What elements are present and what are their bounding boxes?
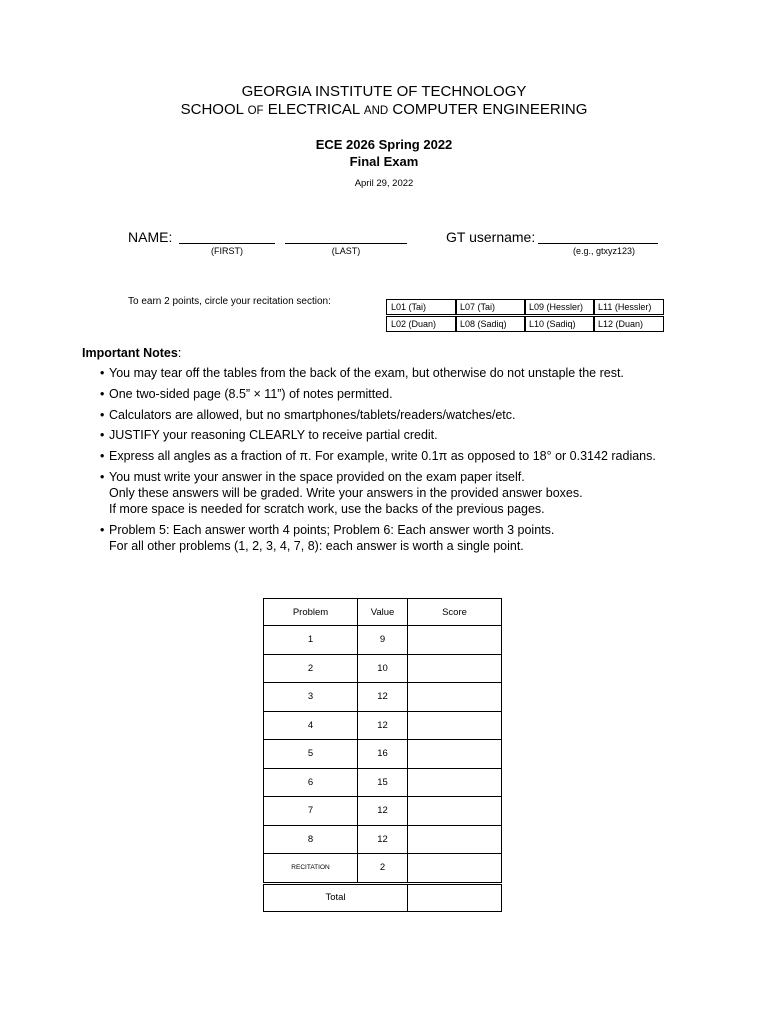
table-row <box>264 825 502 854</box>
list-item: • You must write your answer in the space provided on the exam paper itself. Only these answers will be graded. Write your answers in the provided answer boxes. If more space is needed for scratch work, use the backs of the previous pages. <box>100 469 583 516</box>
recitation-option[interactable]: L11 (Hessler) <box>593 299 664 315</box>
problem-cell: 3 <box>264 683 358 712</box>
problem-cell: 6 <box>264 768 358 797</box>
header-value: Value <box>358 599 408 626</box>
value-cell: 2 <box>358 854 408 884</box>
notes-title: Important Notes: <box>82 346 182 360</box>
institute-title: GEORGIA INSTITUTE OF TECHNOLOGY <box>241 83 527 100</box>
first-name-line[interactable] <box>179 243 275 244</box>
value-cell: 10 <box>358 654 408 683</box>
total-label: Total <box>264 883 408 911</box>
header-score: Score <box>408 599 502 626</box>
last-name-line[interactable] <box>285 243 407 244</box>
header-problem: Problem <box>264 599 358 626</box>
table-row <box>264 854 502 884</box>
recitation-option[interactable]: L09 (Hessler) <box>524 299 595 315</box>
problem-cell: 5 <box>264 740 358 769</box>
total-score-cell[interactable] <box>408 883 502 911</box>
username-label: GT username: <box>446 229 536 245</box>
table-row <box>264 654 502 683</box>
first-name-hint: (FIRST) <box>211 246 243 256</box>
score-cell[interactable] <box>408 768 502 797</box>
table-row <box>264 683 502 712</box>
list-item: • JUSTIFY your reasoning CLEARLY to receive partial credit. <box>100 428 438 443</box>
table-row <box>264 740 502 769</box>
score-cell[interactable] <box>408 797 502 826</box>
score-cell[interactable] <box>408 825 502 854</box>
total-row <box>264 883 502 911</box>
value-cell: 15 <box>358 768 408 797</box>
recitation-option[interactable]: L07 (Tai) <box>455 299 526 315</box>
name-label: NAME: <box>128 229 173 245</box>
list-item: • Problem 5: Each answer worth 4 points; Problem 6: Each answer worth 3 points. For all other problems (1, 2, 3, 4, 7, 8): each answer is worth a single point. <box>100 522 555 553</box>
exam-title: Final Exam <box>349 154 419 169</box>
list-item: • One two-sided page (8.5” × 11”) of notes permitted. <box>100 386 393 401</box>
recitation-option[interactable]: L12 (Duan) <box>593 316 664 332</box>
notes-list <box>100 365 720 559</box>
score-cell[interactable] <box>408 740 502 769</box>
exam-date: April 29, 2022 <box>354 178 414 189</box>
list-item: • You may tear off the tables from the back of the exam, but otherwise do not unstaple the rest. <box>100 366 624 380</box>
table-row <box>264 768 502 797</box>
username-hint: (e.g., gtxyz123) <box>572 246 636 256</box>
score-cell[interactable] <box>408 626 502 655</box>
score-cell[interactable] <box>408 854 502 884</box>
value-cell: 9 <box>358 626 408 655</box>
list-item: • Express all angles as a fraction of π. For example, write 0.1π as opposed to 18° or 0.3142 radians. <box>100 449 656 464</box>
recitation-option[interactable]: L02 (Duan) <box>386 316 457 332</box>
problem-cell: RECITATION <box>264 854 358 884</box>
score-cell[interactable] <box>408 654 502 683</box>
course-title: ECE 2026 Spring 2022 <box>315 137 453 152</box>
table-row <box>264 711 502 740</box>
recitation-option[interactable]: L01 (Tai) <box>386 299 457 315</box>
recitation-option[interactable]: L08 (Sadiq) <box>455 316 526 332</box>
score-cell[interactable] <box>408 683 502 712</box>
table-row <box>264 626 502 655</box>
school-title: SCHOOL OF ELECTRICAL AND COMPUTER ENGINEERING <box>180 101 588 118</box>
value-cell: 12 <box>358 711 408 740</box>
table-header-row <box>264 599 502 626</box>
table-row <box>264 797 502 826</box>
score-table <box>263 598 502 912</box>
problem-cell: 8 <box>264 825 358 854</box>
recitation-option[interactable]: L10 (Sadiq) <box>524 316 595 332</box>
value-cell: 16 <box>358 740 408 769</box>
recitation-instruction: To earn 2 points, circle your recitation section: <box>128 296 331 307</box>
last-name-hint: (LAST) <box>331 246 361 256</box>
problem-cell: 1 <box>264 626 358 655</box>
list-item: • Calculators are allowed, but no smartphones/tablets/readers/watches/etc. <box>100 407 516 422</box>
value-cell: 12 <box>358 797 408 826</box>
value-cell: 12 <box>358 825 408 854</box>
value-cell: 12 <box>358 683 408 712</box>
problem-cell: 7 <box>264 797 358 826</box>
score-cell[interactable] <box>408 711 502 740</box>
problem-cell: 4 <box>264 711 358 740</box>
username-line[interactable] <box>538 243 658 244</box>
problem-cell: 2 <box>264 654 358 683</box>
